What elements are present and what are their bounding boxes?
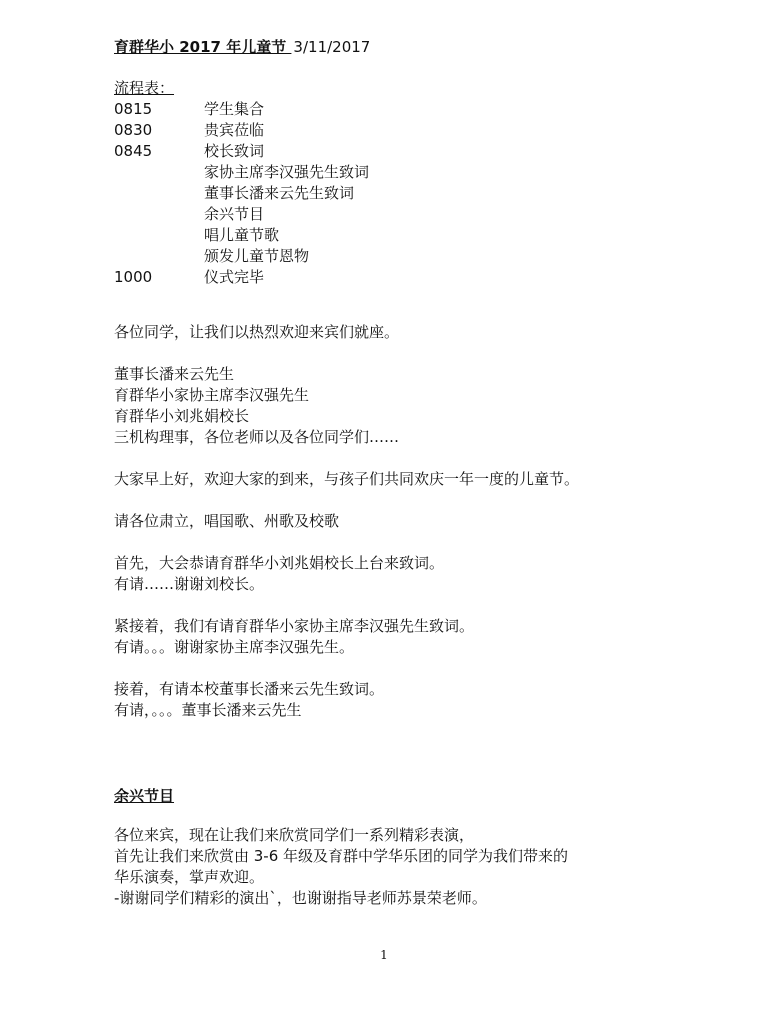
schedule-row [114,141,674,162]
schedule-event: 仪式完毕 [204,268,265,286]
schedule-event: 董事长潘来云先生致词 [204,184,355,202]
schedule-time: 0845 [114,142,153,160]
spacer [114,595,674,616]
schedule-list [114,99,674,288]
text-line: 育群华小家协主席李汉强先生 [114,386,310,404]
greeting-paragraph [114,469,674,490]
document-page [114,36,674,909]
entertainment-paragraph [114,825,674,909]
spacer [114,343,674,364]
schedule-row [114,225,674,246]
schedule-row [114,162,674,183]
spacer [114,288,674,322]
guest-list-paragraph [114,364,674,448]
text-line: 各位来宾，现在让我们来欣赏同学们一系列精彩表演， [114,826,475,844]
schedule-event: 校长致词 [204,142,265,160]
pta-speech-paragraph [114,616,674,658]
text-line: -谢谢同学们精彩的演出`，也谢谢指导老师苏景荣老师。 [114,889,487,907]
schedule-row [114,204,674,225]
schedule-row [114,120,674,141]
schedule-event: 余兴节目 [204,205,265,223]
spacer [114,490,674,511]
text-line: 育群华小刘兆娟校长 [114,407,250,425]
text-line: 华乐演奏，掌声欢迎。 [114,868,265,886]
text-line: 董事长潘来云先生 [114,365,235,383]
document-header [114,36,674,58]
document-date: 3/11/2017 [293,38,371,56]
chairman-speech-paragraph [114,679,674,721]
schedule-row [114,246,674,267]
spacer [114,532,674,553]
principal-speech-paragraph [114,553,674,595]
spacer [114,658,674,679]
schedule-row [114,183,674,204]
anthem-paragraph [114,511,674,532]
text-line: 大家早上好，欢迎大家的到来，与孩子们共同欢庆一年一度的儿童节。 [114,470,580,488]
spacer [114,448,674,469]
schedule-event: 学生集合 [204,100,265,118]
page-number: 1 [380,948,388,962]
text-line: 首先，大会恭请育群华小刘兆娟校长上台来致词。 [114,554,445,572]
schedule-event: 颁发儿童节恩物 [204,247,310,265]
welcome-paragraph [114,322,674,343]
entertainment-section-title: 余兴节目 [114,787,175,805]
schedule-heading: 流程表： [114,79,175,97]
schedule-row [114,267,674,288]
text-line: 各位同学，让我们以热烈欢迎来宾们就座。 [114,323,400,341]
text-line: 有请，。。。董事长潘来云先生 [114,701,302,719]
spacer [114,807,674,825]
document-title: 育群华小 2017 年儿童节 [114,38,292,56]
schedule-time: 0815 [114,100,153,118]
text-line: 首先让我们来欣赏由 3-6 年级及育群中学华乐团的同学为我们带来的 [114,847,569,865]
text-line: 有请……谢谢刘校长。 [114,575,265,593]
schedule-event: 唱儿童节歌 [204,226,280,244]
schedule-event: 贵宾莅临 [204,121,265,139]
text-line: 接着，有请本校董事长潘来云先生致词。 [114,680,385,698]
text-line: 三机构理事，各位老师以及各位同学们…… [114,428,400,446]
schedule-time: 1000 [114,268,153,286]
schedule-row [114,99,674,120]
schedule-time: 0830 [114,121,153,139]
text-line: 有请。。。谢谢家协主席李汉强先生。 [114,638,355,656]
text-line: 紧接着，我们有请育群华小家协主席李汉强先生致词。 [114,617,475,635]
schedule-event: 家协主席李汉强先生致词 [204,163,370,181]
text-line: 请各位肃立，唱国歌、州歌及校歌 [114,512,340,530]
